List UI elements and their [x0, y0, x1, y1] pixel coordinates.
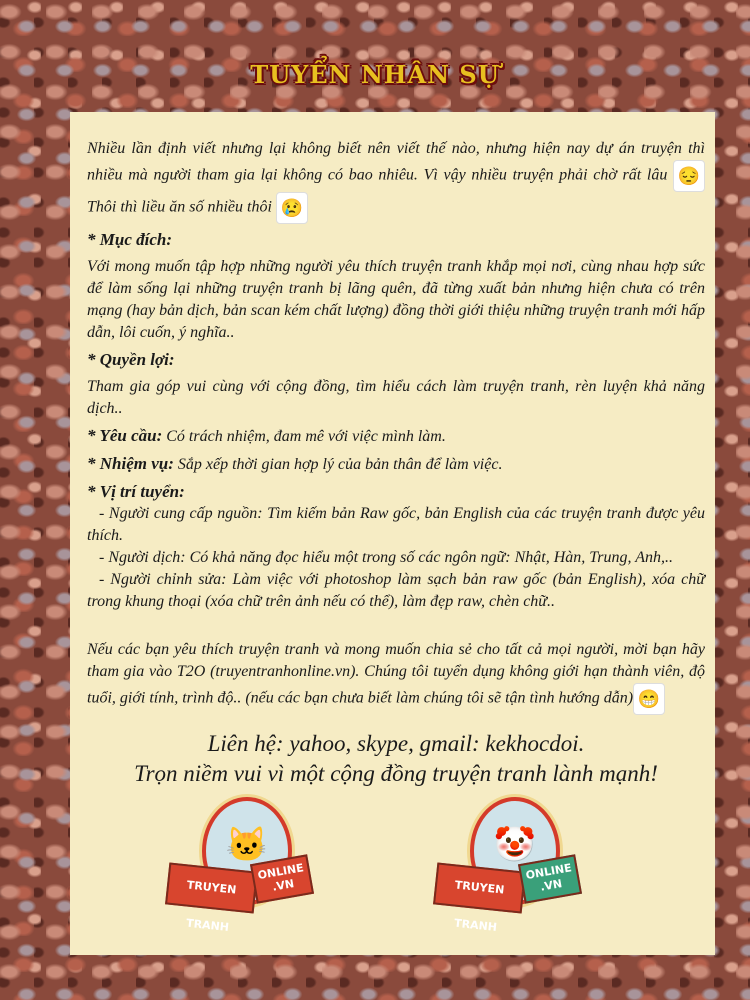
- requirements: [87, 425, 705, 448]
- closing: [87, 639, 705, 715]
- requirements-text: Có trách nhiệm, đam mê với việc mình làm.: [166, 428, 446, 445]
- closing-text: Nếu các bạn yêu thích truyện tranh và mong muốn chia sẻ cho tất cả mọi người, mời bạn hãy tham gia vào T2O (truyentranhonline.vn). Chúng tôi tuyển dụng không giới hạn thành viên, độ tuổi, giới tính, trình độ.. (nếu các bạn chưa biết làm chúng tôi sẽ tận tình hướng dẫn): [87, 641, 705, 707]
- benefits-heading: * Quyền lợi:: [87, 350, 175, 369]
- purpose-text: Với mong muốn tập hợp những người yêu thích truyện tranh khắp mọi nơi, cùng nhau hợp sức để làm sống lại những truyện tranh bị lãng quên, đã từng xuất bản nhưng hiện chưa có trên mạng (hay bản dịch, bản scan kém chất lượng) đồng thời giới thiệu những truyện tranh mới hấp dẫn, lôi cuốn, ý nghĩa..: [87, 258, 705, 341]
- page-title: TUYỂN NHÂN SỰ: [250, 60, 500, 89]
- positions-heading: * Vị trí tuyển:: [87, 482, 185, 501]
- truyentranhonline-logo: [167, 797, 317, 935]
- truyentranhonline-logo: [435, 797, 585, 935]
- grinning-face-icon: 😁: [633, 683, 665, 715]
- toy-box-icon: 🤡: [493, 827, 537, 864]
- logo-text: TRUYEN TRANH: [433, 862, 526, 913]
- requirements-heading: * Yêu cầu:: [87, 426, 163, 445]
- logo-text: .VN: [271, 877, 296, 894]
- logo-text: TRUYEN TRANH: [165, 862, 258, 913]
- intro-text: Nhiều lần định viết nhưng lại không biết nên viết thế nào, nhưng hiện nay dự án truyện thì nhiều mà người tham gia lại không có bao nhiêu. Vì vậy nhiều truyện phải chờ rất lâu: [87, 140, 705, 184]
- intro-text-2: Thôi thì liều ăn số nhiều thôi: [87, 198, 272, 216]
- position-item: - Người chỉnh sửa: Làm việc với photoshop làm sạch bản raw gốc (bản English), xóa chữ trong khung thoại (xóa chữ trên ảnh nếu có thể), làm đẹp raw, chèn chữ..: [87, 571, 705, 610]
- logo-text: .VN: [539, 877, 564, 894]
- slogan: Trọn niềm vui vì một cộng đồng truyện tranh lành mạnh!: [134, 761, 658, 786]
- contact: [87, 729, 705, 789]
- intro: [87, 138, 705, 224]
- contact-line: Liên hệ: yahoo, skype, gmail: kekhocdoi.: [207, 731, 585, 756]
- position-item: - Người cung cấp nguồn: Tìm kiếm bản Raw gốc, bản English của các truyện tranh được yêu thích.: [87, 505, 705, 544]
- purpose-heading: * Mục đích:: [87, 230, 172, 249]
- benefits-text: Tham gia góp vui cùng với cộng đồng, tìm hiểu cách làm truyện tranh, rèn luyện khả năng dịch..: [87, 378, 705, 417]
- duties-heading: * Nhiệm vụ:: [87, 454, 174, 473]
- content-panel: [70, 112, 715, 955]
- sad-face-icon: 😔: [673, 160, 705, 192]
- crying-face-icon: 😢: [276, 192, 308, 224]
- duties: [87, 453, 705, 476]
- cartoon-character-icon: 🐱: [225, 827, 269, 864]
- logo-text: ONLINE: [256, 861, 305, 883]
- logo-text: ONLINE: [524, 861, 573, 883]
- duties-text: Sắp xếp thời gian hợp lý của bản thân để làm việc.: [177, 456, 503, 473]
- position-item: - Người dịch: Có khả năng đọc hiểu một trong số các ngôn ngữ: Nhật, Hàn, Trung, Anh,..: [99, 549, 673, 566]
